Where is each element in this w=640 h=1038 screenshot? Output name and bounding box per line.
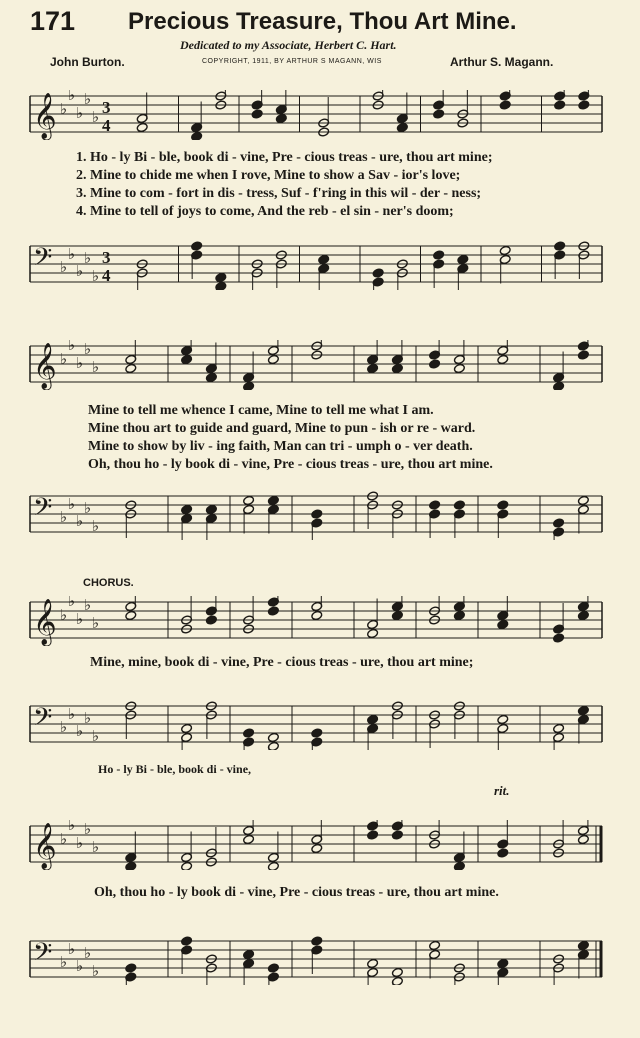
svg-text:♭: ♭ (76, 514, 84, 530)
svg-text:𝄞: 𝄞 (33, 599, 57, 645)
svg-text:♭: ♭ (84, 711, 92, 727)
svg-text:♭: ♭ (68, 247, 76, 263)
ritardando-marking: rit. (494, 783, 510, 798)
bass-echo-lyric: Ho - ly Bi - ble, book di - vine, (98, 762, 252, 776)
svg-text:3: 3 (102, 98, 111, 117)
svg-text:♭: ♭ (60, 608, 68, 624)
svg-text:4: 4 (102, 266, 111, 285)
svg-text:♭: ♭ (92, 964, 100, 980)
svg-text:♭: ♭ (84, 598, 92, 614)
svg-text:♭: ♭ (68, 497, 76, 513)
svg-text:♭: ♭ (84, 946, 92, 962)
svg-text:♭: ♭ (76, 264, 84, 280)
svg-text:3: 3 (102, 248, 111, 267)
svg-text:♭: ♭ (84, 822, 92, 838)
svg-text:♭: ♭ (92, 519, 100, 535)
svg-text:♭: ♭ (84, 251, 92, 267)
svg-text:𝄞: 𝄞 (33, 823, 57, 869)
svg-text:♭: ♭ (60, 352, 68, 368)
verse-line-2: Mine thou art to guide and guard, Mine to pun - ish or re - ward. (88, 421, 476, 436)
svg-text:𝄞: 𝄞 (33, 93, 57, 139)
svg-text:𝄢: 𝄢 (33, 243, 53, 278)
hymn-number: 171 (30, 6, 76, 36)
svg-text:♭: ♭ (68, 820, 76, 834)
chorus-lyric: Mine, mine, book di - vine, Pre - cious treas - ure, thou art mine; (90, 655, 474, 670)
verse-line-1: 1. Ho - ly Bi - ble, book di - vine, Pre - cious treas - ure, thou art mine; (76, 150, 493, 165)
svg-text:♭: ♭ (60, 955, 68, 971)
svg-text:♭: ♭ (68, 942, 76, 958)
chorus-label: CHORUS. (83, 577, 134, 589)
svg-text:𝄢: 𝄢 (33, 703, 53, 738)
copyright-notice: COPYRIGHT, 1911, BY ARTHUR S MAGANN, WIS (202, 58, 382, 65)
svg-text:♭: ♭ (84, 342, 92, 358)
composer-credit: Arthur S. Magann. (450, 55, 554, 69)
svg-text:♭: ♭ (76, 836, 84, 852)
treble-staff (0, 820, 640, 870)
svg-text:4: 4 (102, 116, 111, 135)
svg-text:♭: ♭ (68, 596, 76, 610)
dedication: Dedicated to my Associate, Herbert C. Hart. (180, 38, 397, 52)
svg-text:♭: ♭ (92, 360, 100, 376)
bass-staff (0, 490, 640, 540)
svg-text:♭: ♭ (84, 92, 92, 108)
verse-line-4: 4. Mine to tell of joys to come, And the reb - el sin - ner's doom; (76, 204, 454, 219)
svg-text:♭: ♭ (76, 106, 84, 122)
svg-text:♭: ♭ (92, 269, 100, 285)
verse-line-2: 2. Mine to chide me when I rove, Mine to show a Sav - ior's love; (76, 168, 461, 183)
svg-text:♭: ♭ (76, 612, 84, 628)
svg-text:♭: ♭ (84, 501, 92, 517)
svg-text:♭: ♭ (92, 616, 100, 632)
svg-text:♭: ♭ (68, 340, 76, 354)
verse-line-3: 3. Mine to com - fort in dis - tress, Suf - f'ring in this wil - der - ness; (76, 186, 482, 201)
treble-staff (0, 340, 640, 390)
treble-staff (0, 596, 640, 646)
hymn-title: Precious Treasure, Thou Art Mine. (128, 8, 517, 35)
bass-staff (0, 935, 640, 985)
svg-text:♭: ♭ (68, 707, 76, 723)
svg-text:♭: ♭ (60, 510, 68, 526)
bass-staff (0, 240, 640, 290)
svg-text:♭: ♭ (60, 720, 68, 736)
verse-line-4: Oh, thou ho - ly book di - vine, Pre - cious treas - ure, thou art mine. (88, 457, 493, 472)
svg-text:♭: ♭ (76, 959, 84, 975)
svg-text:♭: ♭ (60, 832, 68, 848)
verse-line-1: Mine to tell me whence I came, Mine to tell me what I am. (88, 403, 434, 418)
author-credit: John Burton. (50, 55, 125, 69)
svg-text:♭: ♭ (68, 90, 76, 104)
verse-line-3: Mine to show by liv - ing faith, Man can tri - umph o - ver death. (88, 439, 473, 454)
svg-text:♭: ♭ (92, 110, 100, 126)
svg-text:𝄢: 𝄢 (33, 493, 53, 528)
svg-text:♭: ♭ (76, 356, 84, 372)
svg-text:𝄞: 𝄞 (33, 343, 57, 389)
svg-text:♭: ♭ (60, 102, 68, 118)
svg-text:♭: ♭ (60, 260, 68, 276)
svg-text:♭: ♭ (76, 724, 84, 740)
final-lyric: Oh, thou ho - ly book di - vine, Pre - cious treas - ure, thou art mine. (94, 885, 499, 900)
treble-staff (0, 90, 640, 140)
svg-text:𝄢: 𝄢 (33, 938, 53, 973)
bass-staff (0, 700, 640, 750)
svg-text:♭: ♭ (92, 840, 100, 856)
svg-text:♭: ♭ (92, 729, 100, 745)
